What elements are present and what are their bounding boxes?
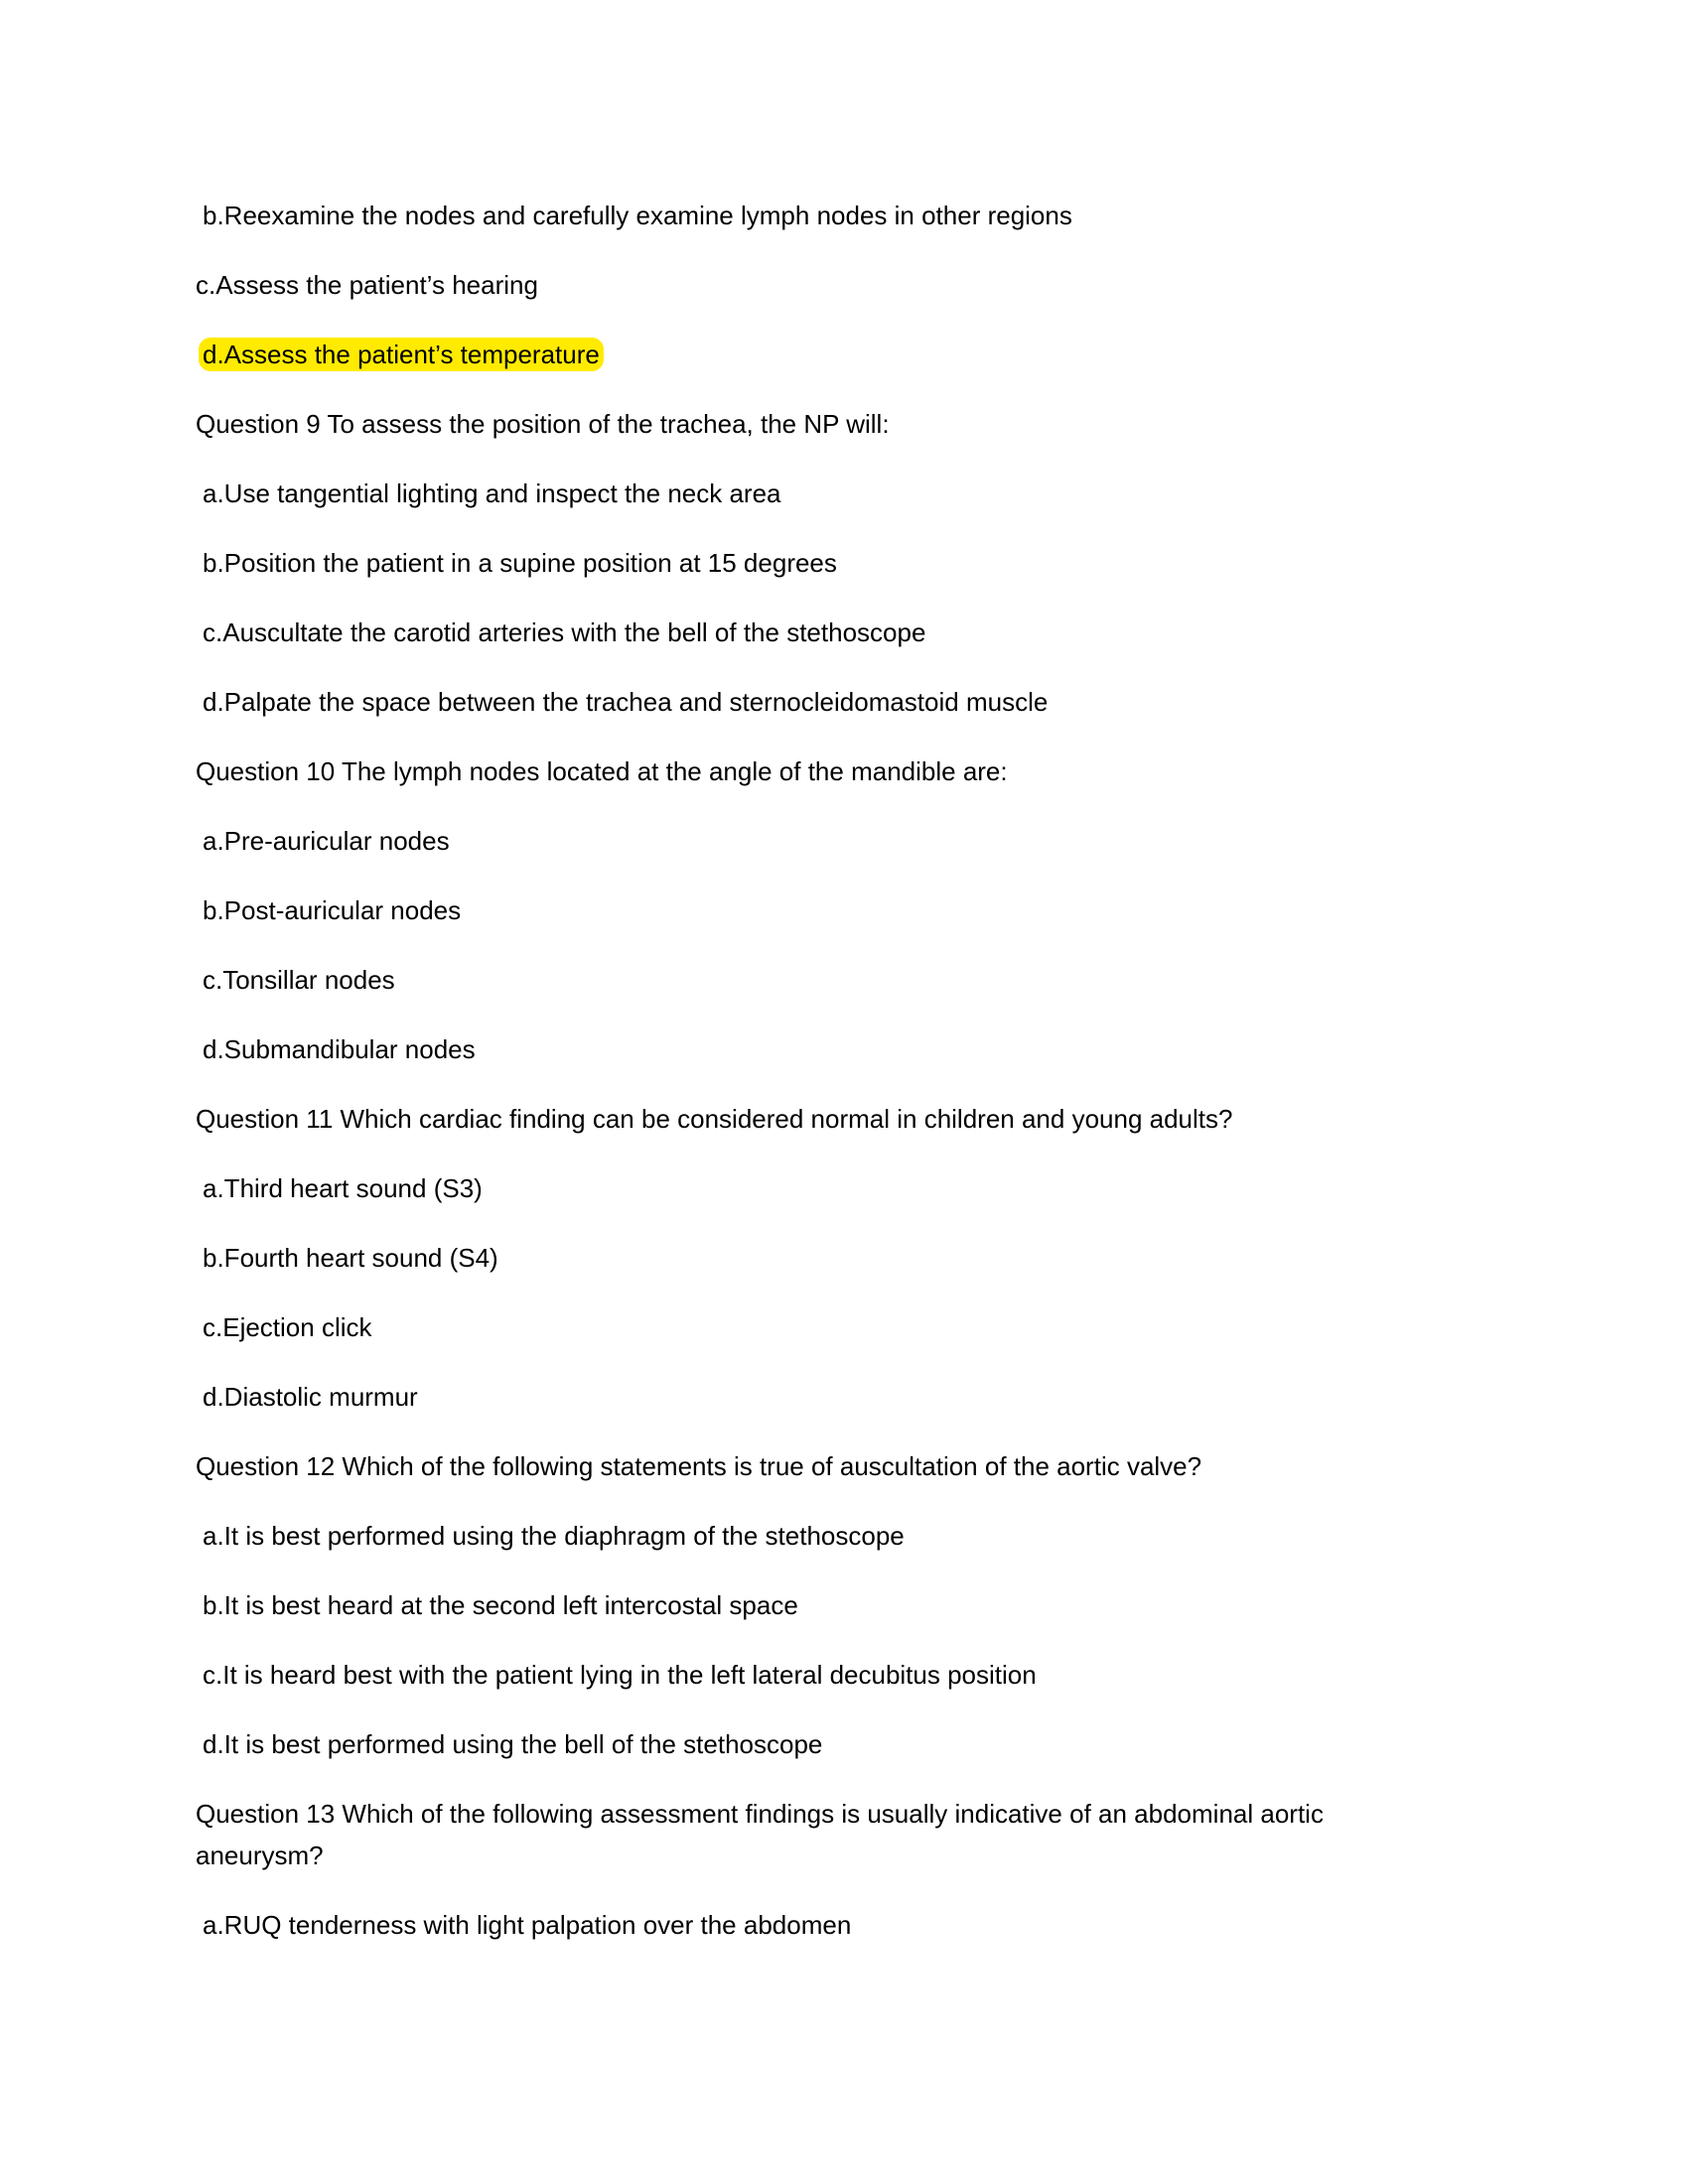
line-text: b.It is best heard at the second left intercostal space	[203, 1590, 798, 1620]
answer-option	[196, 1709, 1447, 1779]
line-text: c.It is heard best with the patient lying in the left lateral decubitus position	[203, 1660, 1037, 1690]
answer-option	[196, 806, 1447, 876]
line-text: b.Fourth heart sound (S4)	[203, 1243, 498, 1273]
question-text	[196, 1432, 1447, 1501]
answer-option	[196, 528, 1447, 598]
line-text: Question 11 Which cardiac finding can be considered normal in children and young adults?	[196, 1104, 1233, 1134]
question-text	[196, 1779, 1447, 1890]
answer-option	[196, 1570, 1447, 1640]
document-page	[196, 181, 1447, 1960]
line-text: a.Pre-auricular nodes	[203, 826, 450, 856]
line-text: d.It is best performed using the bell of the stethoscope	[203, 1729, 823, 1759]
line-text: Question 10 The lymph nodes located at the angle of the mandible are:	[196, 756, 1008, 786]
answer-option	[196, 1640, 1447, 1709]
line-text: a.Third heart sound (S3)	[203, 1173, 483, 1203]
question-text	[196, 737, 1447, 806]
answer-option	[196, 1362, 1447, 1432]
line-text: b.Post-auricular nodes	[203, 895, 462, 925]
line-text: d.Submandibular nodes	[203, 1034, 476, 1064]
answer-option	[196, 1501, 1447, 1570]
line-text: b.Reexamine the nodes and carefully examine lymph nodes in other regions	[203, 201, 1072, 230]
line-text: c.Tonsillar nodes	[203, 965, 395, 995]
line-text: Question 13 Which of the following assessment findings is usually indicative of an abdominal aortic aneurysm?	[196, 1799, 1324, 1870]
line-text: Question 9 To assess the position of the trachea, the NP will:	[196, 409, 890, 439]
answer-option	[196, 1154, 1447, 1223]
line-text: a.RUQ tenderness with light palpation over the abdomen	[203, 1910, 852, 1940]
answer-option	[196, 598, 1447, 667]
answer-option	[196, 459, 1447, 528]
question-text	[196, 1084, 1447, 1154]
line-text: c.Assess the patient’s hearing	[196, 270, 538, 300]
line-text: Question 12 Which of the following statements is true of auscultation of the aortic valve?	[196, 1451, 1202, 1481]
question-text	[196, 389, 1447, 459]
line-text: a.Use tangential lighting and inspect the neck area	[203, 478, 781, 508]
answer-option	[196, 320, 1447, 389]
line-text: c.Ejection click	[203, 1312, 372, 1342]
answer-option	[196, 876, 1447, 945]
answer-option	[196, 1293, 1447, 1362]
line-text: d.Palpate the space between the trachea and sternocleidomastoid muscle	[203, 687, 1049, 717]
line-text: a.It is best performed using the diaphragm of the stethoscope	[203, 1521, 905, 1551]
line-text: c.Auscultate the carotid arteries with the bell of the stethoscope	[203, 617, 926, 647]
line-text: d.Diastolic murmur	[203, 1382, 418, 1412]
answer-option	[196, 667, 1447, 737]
answer-option	[196, 181, 1447, 250]
answer-option	[196, 1223, 1447, 1293]
highlighted-answer: d.Assess the patient’s temperature	[199, 338, 604, 371]
answer-option	[196, 1015, 1447, 1084]
answer-option	[196, 1890, 1447, 1960]
answer-option	[196, 945, 1447, 1015]
line-text: b.Position the patient in a supine position at 15 degrees	[203, 548, 837, 578]
answer-option	[196, 250, 1447, 320]
